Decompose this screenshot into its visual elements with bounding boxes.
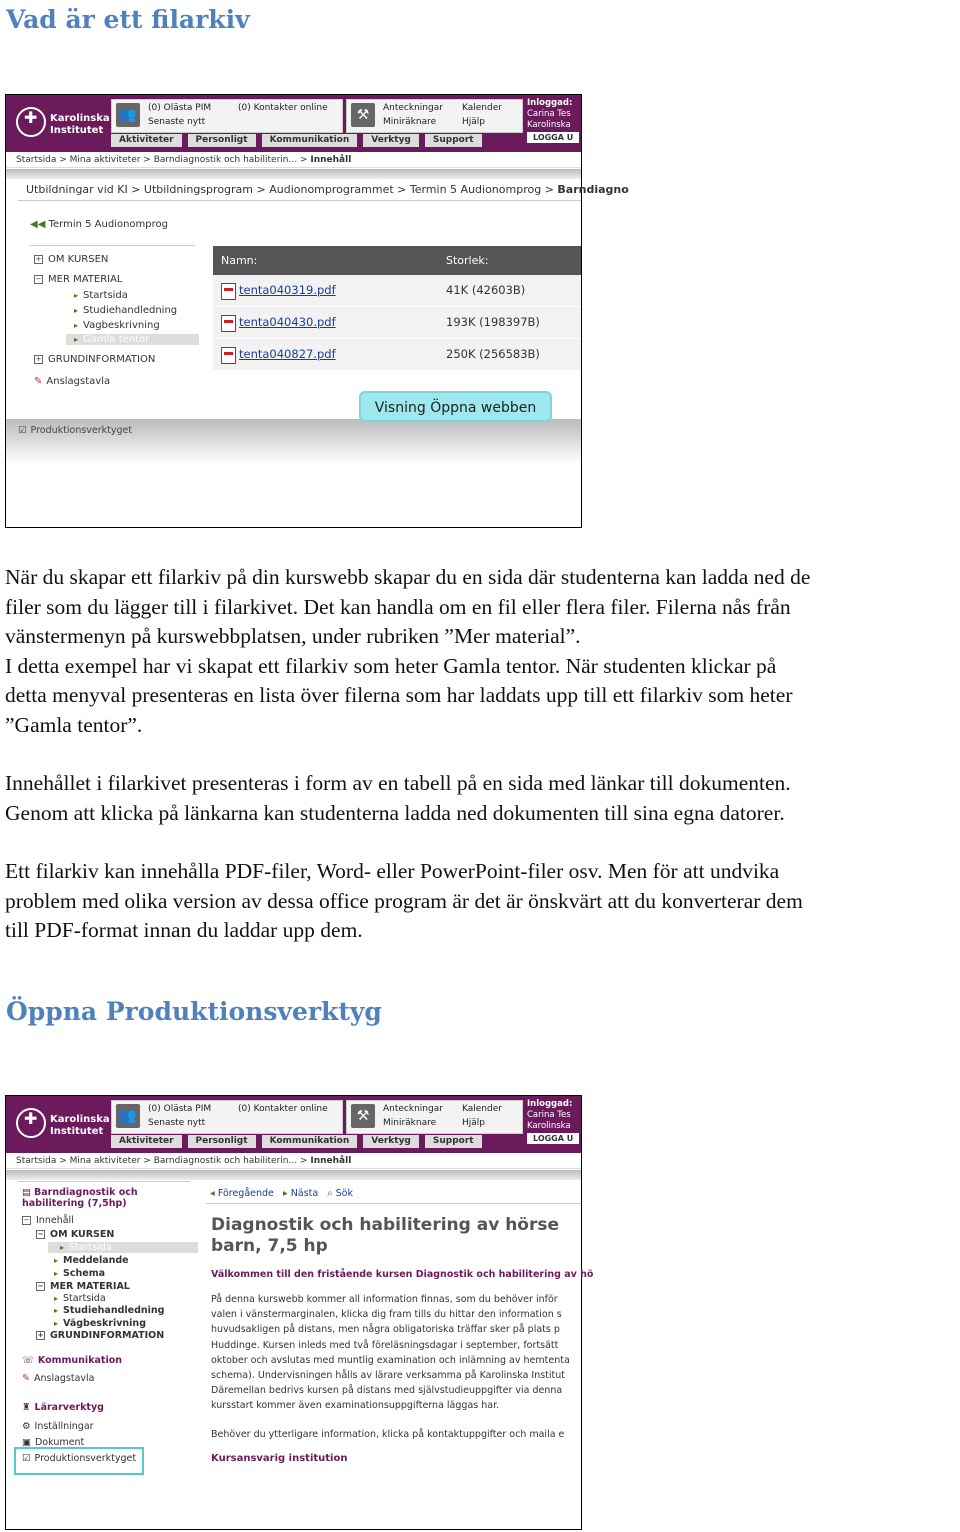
pin-icon: ✎ bbox=[22, 1373, 30, 1384]
next-link[interactable]: ▸ Nästa bbox=[282, 1188, 319, 1199]
tools-panel bbox=[346, 99, 523, 133]
edit-icon: ☑ bbox=[22, 1453, 31, 1464]
left-menu bbox=[18, 1181, 190, 1474]
book-icon: ▤ bbox=[22, 1187, 31, 1198]
calendar-link[interactable]: Kalender bbox=[462, 1104, 502, 1114]
tab-personligt[interactable]: Personligt bbox=[188, 1135, 256, 1148]
pdf-icon bbox=[221, 347, 236, 364]
search-link[interactable]: ⌕ Sök bbox=[327, 1188, 353, 1199]
menu-om-kursen[interactable]: + OM KURSEN bbox=[35, 254, 109, 265]
pim-panel bbox=[111, 99, 343, 133]
pdf-icon bbox=[221, 283, 236, 300]
file-link[interactable]: tenta040827.pdf bbox=[239, 347, 336, 361]
tab-kommunikation[interactable]: Kommunikation bbox=[262, 134, 358, 147]
left-menu bbox=[30, 245, 195, 411]
teacher-icon: ♜ bbox=[22, 1402, 31, 1413]
file-row: tenta040430.pdf 193K (198397B) bbox=[213, 307, 581, 339]
prev-link[interactable]: ◂ Föregående bbox=[210, 1188, 274, 1199]
karolinska-logo: ✚ Karolinska Institutet bbox=[16, 1106, 111, 1144]
menu-grundinformation[interactable]: + GRUNDINFORMATION bbox=[35, 354, 156, 365]
menu-startsida[interactable]: ▸ Startsida bbox=[74, 290, 128, 301]
menu-startsida-active[interactable]: ▸ Startsida bbox=[48, 1242, 198, 1253]
karolinska-logo: ✚ Karolinska Institutet bbox=[16, 105, 111, 143]
menu-studiehandledning[interactable]: ▸ Studiehandledning bbox=[54, 1305, 164, 1316]
paragraph-intro: När du skapar ett filarkiv på din kurswebb skapar du en sida där studenterna kan ladda ned de filer som du lägger till i filarkivet. Det kan handla om en fil eller flera filer. Filerna nås från vänstermenyn på kurswebbplatsen, under rubriken ”Mer material”. I detta exempel har vi skapat ett filarkiv som heter Gamla tentor. När studenten klickar på detta menyval presenteras en lista över filerna som har laddats upp till ett filarkiv som heter ”Gamla tentor”. bbox=[5, 565, 811, 737]
page-nav bbox=[210, 1188, 353, 1199]
course-breadcrumb: Utbildningar vid KI > Utbildningsprogram > Audionomprogrammet > Termin 5 Audionomprog > Barndiagno bbox=[18, 179, 581, 201]
news-link[interactable]: Senaste nytt bbox=[148, 117, 206, 127]
breadcrumb: Startsida > Mina aktiviteter > Barndiagnostik och habiliterin... > Innehåll bbox=[6, 152, 581, 168]
breadcrumb: Startsida > Mina aktiviteter > Barndiagnostik och habiliterin... > Innehåll bbox=[6, 1153, 581, 1169]
help-link[interactable]: Hjälp bbox=[462, 117, 485, 127]
pdf-icon bbox=[221, 315, 236, 332]
menu-gamla-tentor[interactable]: ▸ Gamla tentor bbox=[66, 334, 199, 345]
notes-link[interactable]: Anteckningar bbox=[383, 103, 443, 113]
logout-button[interactable]: LOGGA U bbox=[527, 1133, 579, 1144]
document-icon: ▣ bbox=[22, 1437, 31, 1448]
menu-innehall[interactable]: − Innehåll bbox=[23, 1215, 74, 1226]
pim-link[interactable]: (0) Olästa PIM bbox=[148, 103, 212, 113]
section-heading-produktionsverktyg: Öppna Produktionsverktyg bbox=[6, 997, 382, 1026]
pim-panel bbox=[111, 1100, 343, 1134]
tab-kommunikation[interactable]: Kommunikation bbox=[262, 1135, 358, 1148]
tab-aktiviteter[interactable]: Aktiviteter bbox=[111, 1135, 182, 1148]
calendar-link[interactable]: Kalender bbox=[462, 103, 502, 113]
contacts-link[interactable]: (0) Kontakter online bbox=[238, 103, 328, 113]
file-row: tenta040319.pdf 41K (42603B) bbox=[213, 275, 581, 307]
tab-aktiviteter[interactable]: Aktiviteter bbox=[111, 134, 182, 147]
menu-startsida[interactable]: ▸ Startsida bbox=[54, 1293, 106, 1304]
edit-icon: ☑ bbox=[18, 425, 27, 436]
main-tabs bbox=[111, 1135, 488, 1148]
tooltip-oppna-webben: Visning Öppna webben bbox=[359, 391, 552, 422]
back-link[interactable]: ◀◀ Termin 5 Audionomprog bbox=[30, 219, 168, 230]
tools-panel bbox=[346, 1100, 523, 1134]
login-box: Inloggad: Carina Tes Karolinska LOGGA U bbox=[527, 98, 581, 148]
portal-header bbox=[6, 1096, 581, 1153]
file-table bbox=[213, 246, 581, 371]
news-link[interactable]: Senaste nytt bbox=[148, 1118, 206, 1128]
back-arrow-icon: ◀◀ bbox=[30, 219, 46, 230]
menu-lararverktyg[interactable]: ♜ Lärarverktyg bbox=[22, 1402, 104, 1413]
menu-produktionsverktyget[interactable]: ☑ Produktionsverktyget bbox=[22, 1453, 137, 1464]
paragraph-pdf: Ett filarkiv kan innehålla PDF-filer, Word- eller PowerPoint-filer osv. Men för att undvika problem med olika version av dessa office program är det är önskvärt att du konverterar dem till PDF-format innan du laddar upp dem. bbox=[5, 859, 803, 942]
menu-produktionsverktyget[interactable]: ☑ Produktionsverktyget bbox=[18, 425, 133, 436]
help-link[interactable]: Hjälp bbox=[462, 1118, 485, 1128]
menu-om-kursen[interactable]: − OM KURSEN bbox=[37, 1229, 115, 1240]
calculator-link[interactable]: Miniräknare bbox=[383, 117, 437, 127]
tab-support[interactable]: Support bbox=[425, 1135, 482, 1148]
menu-vagbeskrivning[interactable]: ▸ Vägbeskrivning bbox=[54, 1318, 146, 1329]
main-tabs bbox=[111, 134, 488, 147]
menu-mer-material[interactable]: − MER MATERIAL bbox=[37, 1281, 130, 1292]
file-link[interactable]: tenta040319.pdf bbox=[239, 283, 336, 297]
menu-installningar[interactable]: ⚙ Inställningar bbox=[22, 1421, 94, 1432]
page-title: Diagnostik och habilitering av hörse barn, 7,5 hp bbox=[211, 1215, 560, 1256]
institution-heading: Kursansvarig institution bbox=[211, 1453, 348, 1464]
pim-link[interactable]: (0) Olästa PIM bbox=[148, 1104, 212, 1114]
tab-verktyg[interactable]: Verktyg bbox=[363, 1135, 419, 1148]
menu-schema[interactable]: ▸ Schema bbox=[54, 1268, 105, 1279]
search-icon: ⌕ bbox=[327, 1188, 333, 1199]
menu-studiehandledning[interactable]: ▸ Studiehandledning bbox=[74, 305, 177, 316]
file-link[interactable]: tenta040430.pdf bbox=[239, 315, 336, 329]
menu-course-title[interactable]: ▤ Barndiagnostik och habilitering (7,5hp) bbox=[22, 1187, 138, 1209]
paragraph-content: Innehållet i filarkivet presenteras i form av en tabell på en sida med länkar till dokumenten. Genom att klicka på länkarna kan studenterna ladda ned dokumenten till sina egna datorer. bbox=[5, 771, 791, 825]
course-page bbox=[206, 1181, 594, 1481]
menu-grundinformation[interactable]: + GRUNDINFORMATION bbox=[37, 1330, 165, 1341]
notes-link[interactable]: Anteckningar bbox=[383, 1104, 443, 1114]
menu-kommunikation[interactable]: ☏ Kommunikation bbox=[22, 1355, 123, 1366]
logout-button[interactable]: LOGGA U bbox=[527, 132, 579, 143]
screenshot-produktionsverktyg bbox=[5, 1095, 594, 1530]
tools-icon: ⚒ bbox=[351, 103, 375, 127]
menu-meddelande[interactable]: ▸ Meddelande bbox=[54, 1255, 129, 1266]
settings-icon: ⚙ bbox=[22, 1421, 31, 1432]
menu-mer-material[interactable]: − MER MATERIAL bbox=[35, 274, 123, 285]
section-heading-filarkiv: Vad är ett filarkiv bbox=[6, 5, 250, 34]
screenshot-filarkiv bbox=[5, 94, 629, 528]
people-icon: 👥 bbox=[116, 103, 140, 127]
contact-text: Behöver du ytterligare information, klicka på kontaktuppgifter och maila e bbox=[211, 1429, 565, 1440]
portal-header bbox=[6, 95, 581, 152]
file-table-header: Namn: Storlek: bbox=[213, 246, 581, 275]
menu-vagbeskrivning[interactable]: ▸ Vagbeskrivning bbox=[74, 320, 160, 331]
people-icon: 👥 bbox=[116, 1104, 140, 1128]
menu-anslagstavla[interactable]: ✎ Anslagstavla bbox=[34, 376, 111, 387]
highlight-produktionsverktyget bbox=[14, 1447, 144, 1475]
pin-icon: ✎ bbox=[34, 376, 43, 387]
contacts-link[interactable]: (0) Kontakter online bbox=[238, 1104, 328, 1114]
tools-icon: ⚒ bbox=[351, 1104, 375, 1128]
calculator-link[interactable]: Miniräknare bbox=[383, 1118, 437, 1128]
welcome-text: Välkommen till den fristående kursen Diagnostik och habilitering av hö bbox=[211, 1269, 594, 1280]
tab-support[interactable]: Support bbox=[425, 134, 482, 147]
menu-anslagstavla[interactable]: ✎ Anslagstavla bbox=[22, 1373, 95, 1384]
tab-personligt[interactable]: Personligt bbox=[188, 134, 256, 147]
body-text: På denna kurswebb kommer all information finnas, som du behöver inför valen i vänstermarginalen, klicka dig fram tills du hittar den information s huvudsakligen på distans, men några obligatoriska träffar sker på plats p Huddinge. Kursen inleds med två föreläsningsdagar i september, fortsätt oktober och avslutas med muntlig examination och inlämning av hemtenta schema). Undervisningen hålls av lärare verksamma på Karolinska Institut Däremellan bedrivs kursen på distans med självstudieuppgifter via denna kursstart kommer även examinationsuppgifterna läggas har. bbox=[211, 1294, 570, 1412]
menu-dokument[interactable]: ▣ Dokument bbox=[22, 1437, 85, 1448]
file-row: tenta040827.pdf 250K (256583B) bbox=[213, 339, 581, 371]
tab-verktyg[interactable]: Verktyg bbox=[363, 134, 419, 147]
login-box: Inloggad: Carina Tes Karolinska LOGGA U bbox=[527, 1099, 581, 1149]
chat-icon: ☏ bbox=[22, 1355, 34, 1366]
